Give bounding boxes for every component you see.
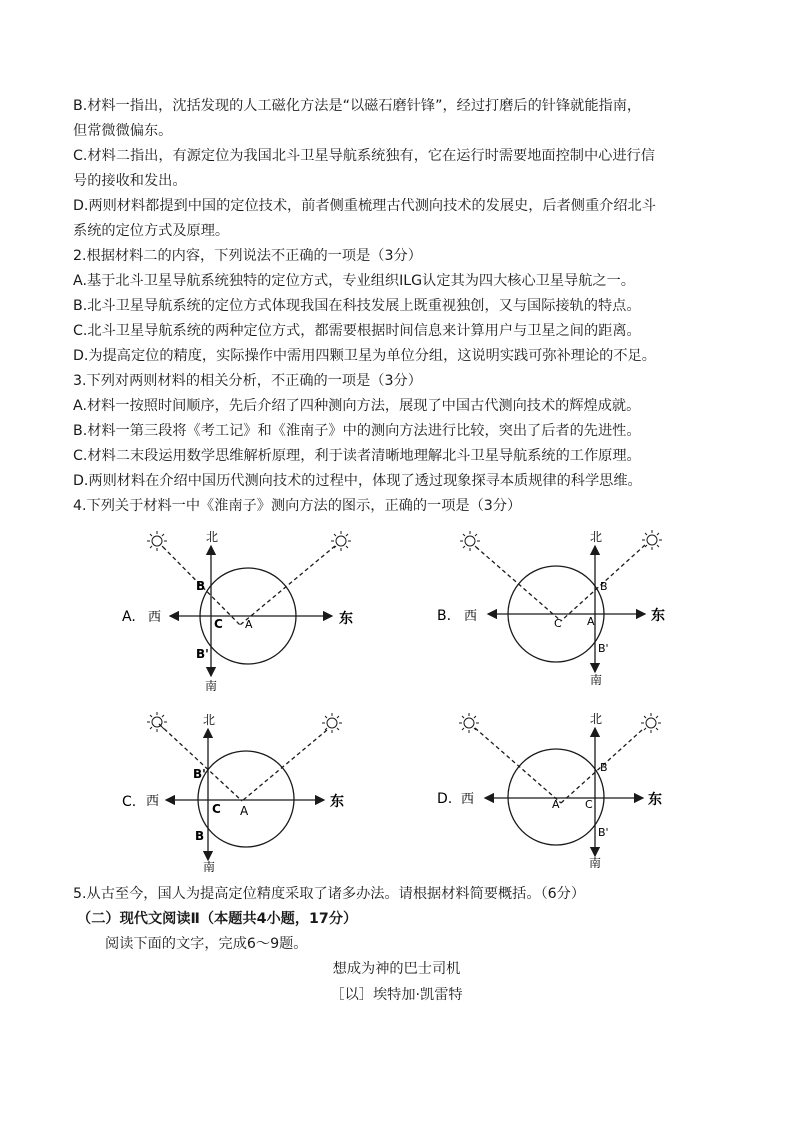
south-label: 南 [203, 860, 216, 874]
question-4: 4.下列关于材料一中《淮南子》测向方法的图示，正确的一项是（3分） [73, 498, 522, 514]
point-label: B' [193, 767, 206, 781]
south-label: 南 [589, 856, 602, 870]
point-label: B' [598, 826, 609, 839]
reading-instruction: 阅读下面的文字，完成6～9题。 [105, 936, 308, 952]
sun-icon [459, 713, 479, 733]
diagram-d-option-label: D. [437, 791, 453, 807]
west-label: 西 [148, 610, 162, 625]
point-label: A [552, 798, 560, 811]
q2-option-d: D.为提高定位的精度，实际操作中需用四颗卫星为单位分组，这说明实践可弥补理论的不足。 [73, 348, 656, 364]
sun-icon [147, 712, 167, 732]
q3-option-a: A.材料一按照时间顺序，先后介绍了四种测向方法，展现了中国古代测向技术的辉煌成就。 [73, 398, 641, 414]
diagram-a [122, 530, 353, 693]
diagram-b [437, 530, 665, 687]
diagram-a-option-label: A. [122, 609, 136, 625]
south-label: 南 [205, 679, 218, 693]
east-label: 东 [648, 792, 662, 808]
diagram-d [437, 712, 662, 870]
sun-icon [642, 530, 662, 550]
q3-option-b: B.材料一第三段将《考工记》和《淮南子》中的测向方法进行比较，突出了后者的先进性。 [73, 423, 641, 439]
south-label: 南 [590, 673, 603, 687]
shadow-line-1 [475, 728, 561, 803]
shadow-line-1 [159, 724, 242, 801]
east-label: 东 [651, 608, 665, 624]
point-label: A [240, 804, 249, 818]
north-label: 北 [203, 713, 216, 727]
option-d-line-2: 系统的定位方式及原理。 [73, 223, 230, 239]
west-label: 西 [464, 609, 478, 624]
diagram-b-option-label: B. [437, 608, 452, 624]
west-label: 西 [146, 794, 160, 809]
q2-option-a: A.基于北斗卫星导航系统独特的定位方式，专业组织ILG认定其为四大核心卫星导航之一。 [73, 273, 635, 289]
point-label: B' [598, 642, 609, 655]
point-label: B [196, 579, 206, 593]
shadow-line-2 [240, 546, 335, 625]
point-label: A [587, 615, 595, 628]
option-b-line-2: 但常微微偏东。 [73, 123, 173, 139]
section-heading: （二）现代文阅读Ⅱ（本题共4小题，17分） [77, 911, 358, 927]
north-label: 北 [206, 530, 219, 544]
point-label: C [585, 798, 593, 811]
option-d-line-1: D.两则材料都提到中国的定位技术，前者侧重梳理古代测向技术的发展史，后者侧重介绍北斗 [73, 198, 656, 214]
q3-option-d: D.两则材料在介绍中国历代测向技术的过程中，体现了透过现象探寻本质规律的科学思维。 [73, 473, 642, 489]
point-label: B' [196, 647, 209, 661]
sundial-circle [198, 751, 294, 847]
west-label: 西 [461, 792, 475, 807]
shadow-line-1 [476, 547, 561, 621]
question-5: 5.从古至今，国人为提高定位精度采取了诸多办法。请根据材料简要概括。（6分） [73, 886, 586, 902]
sun-icon [322, 713, 342, 733]
point-label: C [212, 802, 221, 816]
diagram-c-option-label: C. [122, 794, 137, 810]
shadow-line-2 [242, 730, 327, 801]
point-label: C [554, 617, 562, 630]
option-c-line-2: 号的接收和发出。 [73, 173, 187, 189]
point-label: B [600, 761, 608, 774]
option-b-line-1: B.材料一指出，沈括发现的人工磁化方法是“以磁石磨针锋”，经过打磨后的针锋就能指南， [73, 98, 642, 114]
sun-icon [460, 531, 480, 551]
diagram-c [122, 712, 344, 874]
north-label: 北 [590, 530, 603, 544]
point-label: A [245, 618, 253, 631]
question-3: 3.下列对两则材料的相关分析，不正确的一项是（3分） [73, 373, 422, 389]
east-label: 东 [339, 611, 353, 627]
q3-option-c: C.材料二末段运用数学思维解析原理，利于读者清晰地理解北斗卫星导航系统的工作原理。 [73, 448, 641, 464]
sun-icon [331, 531, 351, 551]
story-title: 想成为神的巴士司机 [332, 961, 461, 977]
east-label: 东 [330, 794, 344, 810]
story-author: ［以］埃特加·凯雷特 [330, 987, 463, 1003]
question-2: 2.根据材料二的内容，下列说法不正确的一项是（3分） [73, 248, 422, 264]
point-label: B [195, 829, 205, 843]
option-c-line-1: C.材料二指出，有源定位为我国北斗卫星导航系统独有，它在运行时需要地面控制中心进行信 [73, 148, 655, 164]
q2-option-c: C.北斗卫星导航系统的两种定位方式，都需要根据时间信息来计算用户与卫星之间的距离。 [73, 323, 641, 339]
point-label: B [600, 580, 608, 593]
sundial-circle [508, 749, 604, 845]
sun-icon [641, 713, 661, 733]
point-label: C [214, 617, 223, 631]
north-label: 北 [590, 712, 603, 726]
q2-option-b: B.北斗卫星导航系统的定位方式体现我国在科技发展上既重视独创，又与国际接轨的特点。 [73, 298, 641, 314]
sun-icon [147, 531, 167, 551]
